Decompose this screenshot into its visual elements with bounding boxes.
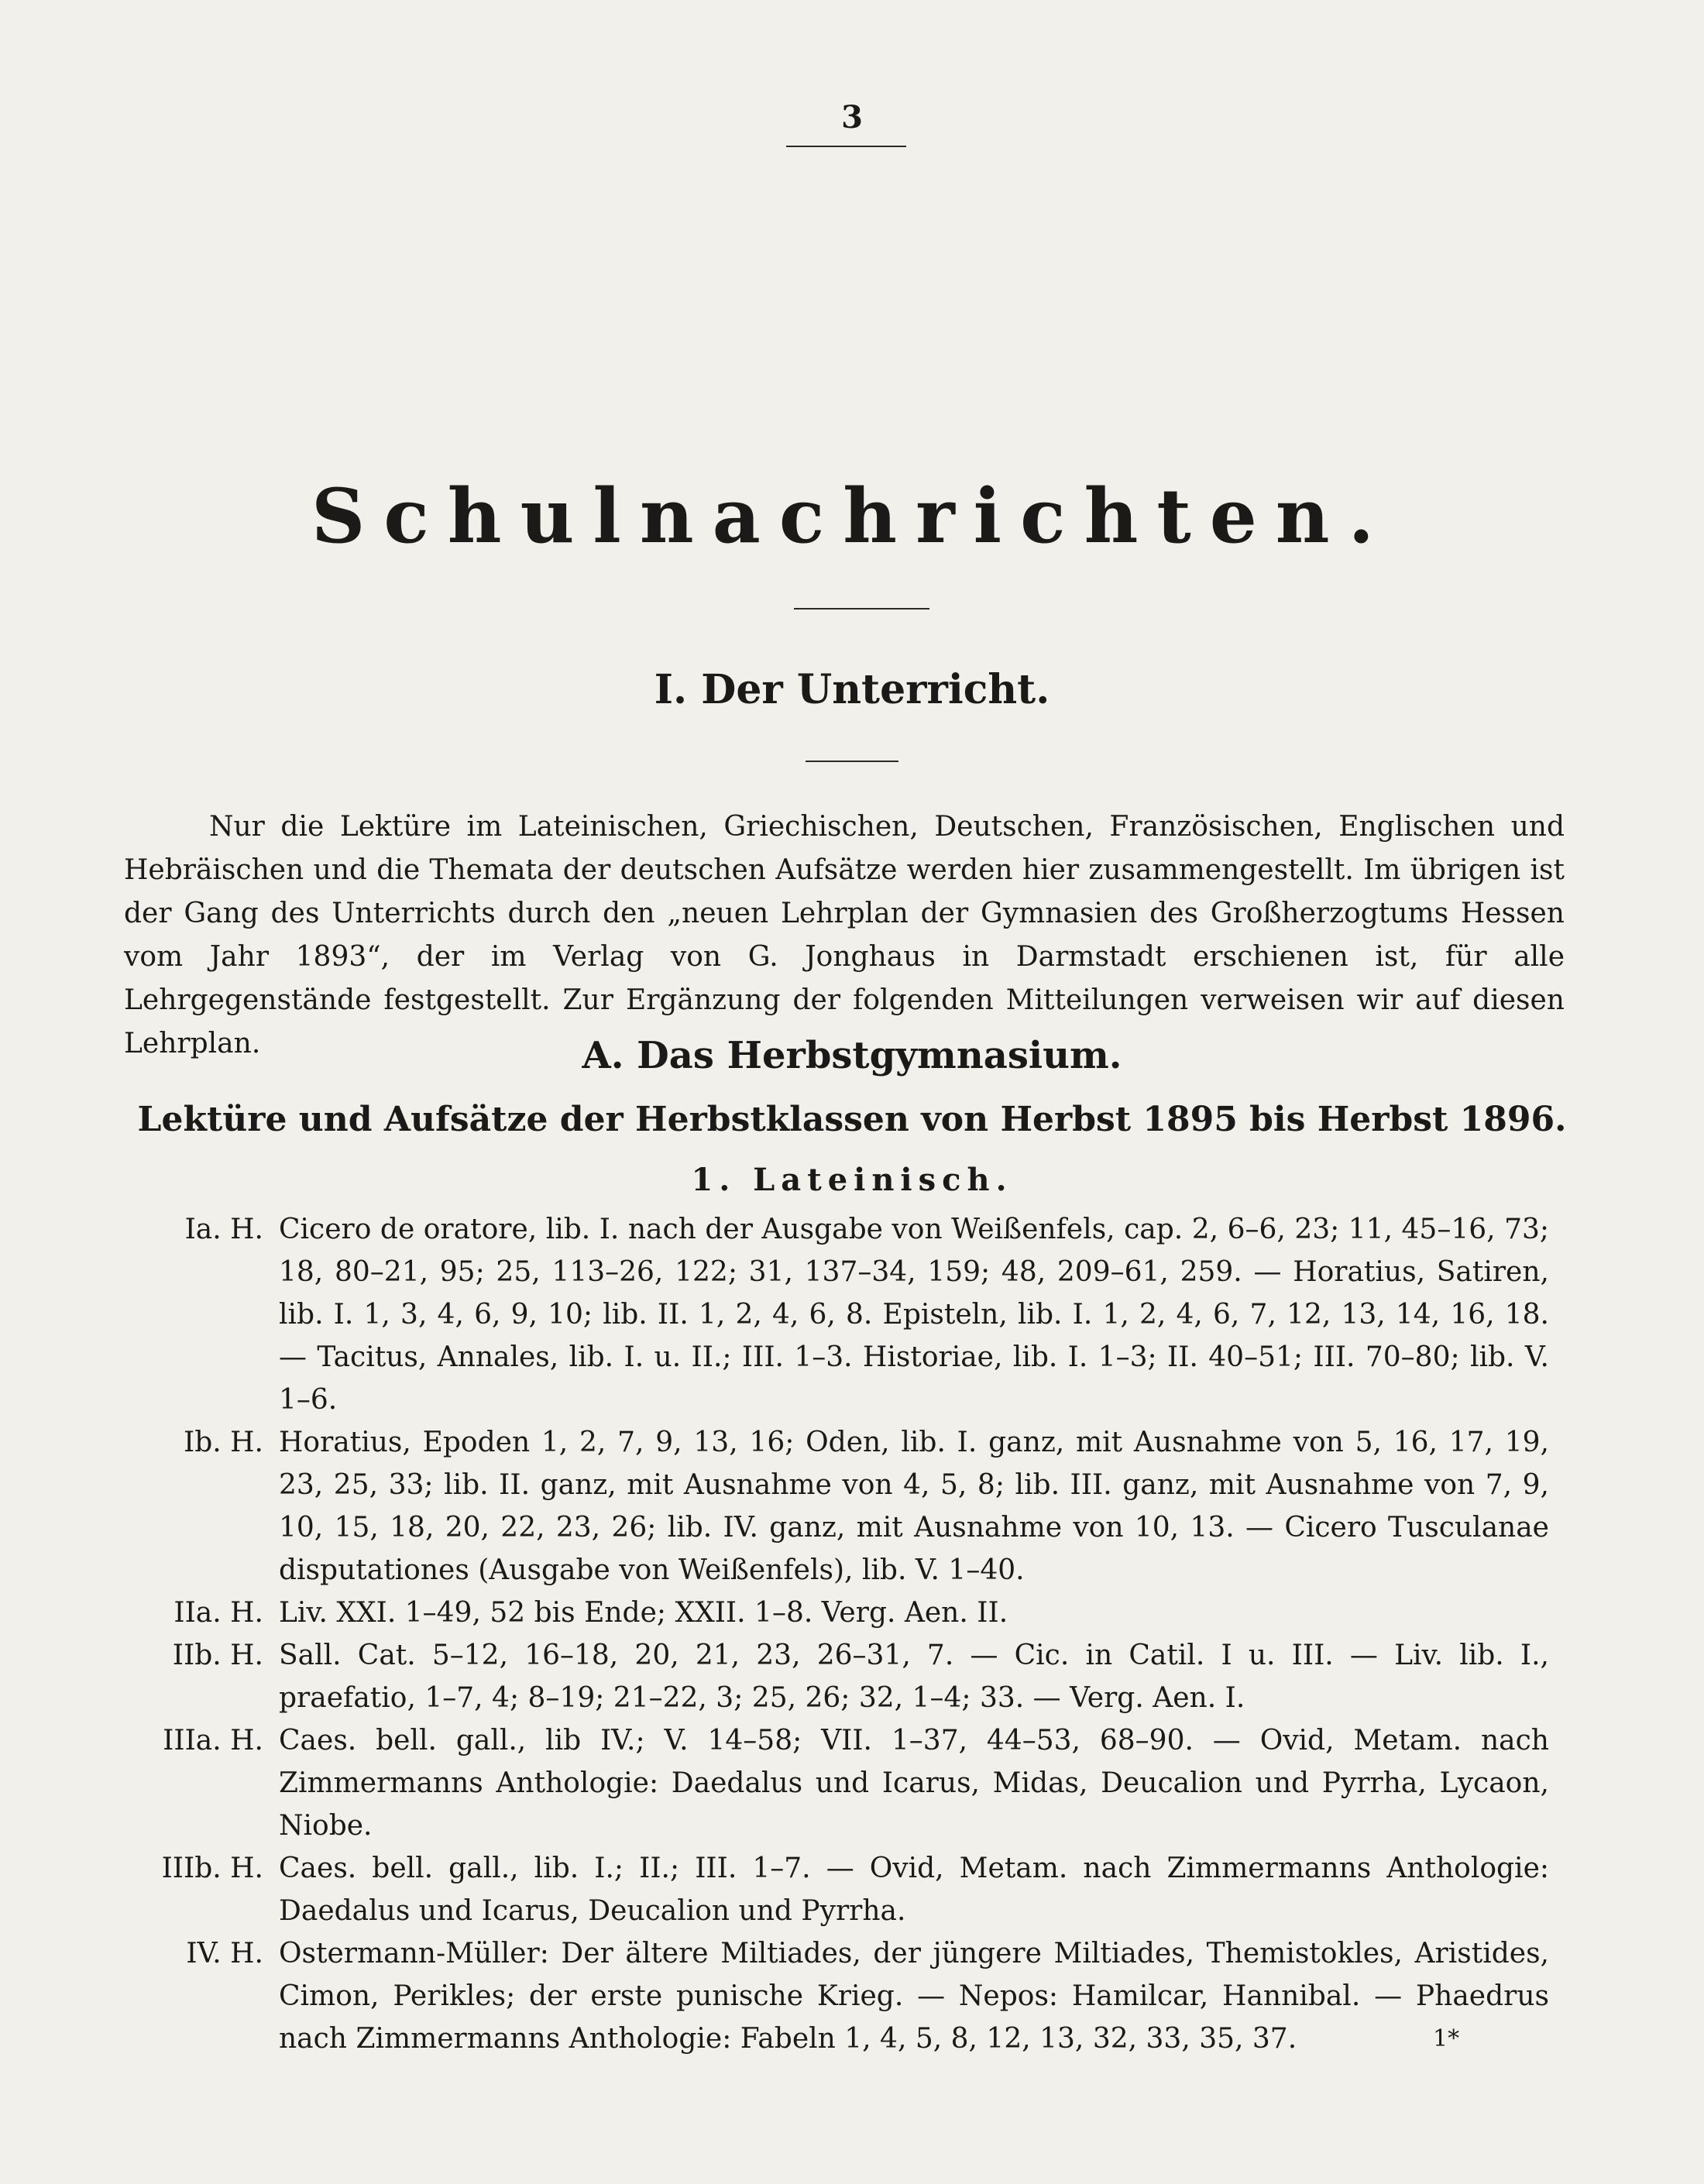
list-item: [108, 1719, 1549, 1847]
page-title: Schulnachrichten.: [311, 472, 1393, 560]
class-reading: Caes. bell. gall., lib IV.; V. 14–58; VII. 1–37, 44–53, 68–90. — Ovid, Metam. nach Zimmermanns Anthologie: Daedalus und Icarus, Midas, Deucalion und Pyrrha, Lycaon, Niobe.: [279, 1725, 1549, 1842]
list-item: [108, 1847, 1549, 1932]
class-label: Ia. H.: [184, 1214, 263, 1245]
list-item: [108, 1592, 1549, 1634]
class-reading: Sall. Cat. 5–12, 16–18, 20, 21, 23, 26–31, 7. — Cic. in Catil. I u. III. — Liv. lib. I., praefatio, 1–7, 4; 8–19; 21–22, 3; 25, 26; 32, 1–4; 33. — Verg. Aen. I.: [279, 1640, 1549, 1714]
list-item: [108, 1932, 1549, 2060]
list-item: [108, 1421, 1549, 1592]
class-reading: Liv. XXI. 1–49, 52 bis Ende; XXII. 1–8. Verg. Aen. II.: [279, 1597, 1008, 1629]
reading-list: [108, 1208, 1549, 2060]
title-rule: [794, 608, 929, 610]
class-reading: Ostermann-Müller: Der ältere Miltiades, der jüngere Miltiades, Themistokles, Aristides, Cimon, Perikles; der erste punische Krieg. — Nepos: Hamilcar, Hannibal. — Phaedrus nach Zimmermanns Anthologie: Fabeln 1, 4, 5, 8, 12, 13, 32, 33, 35, 37.: [279, 1938, 1549, 2055]
class-label: IIIb. H.: [161, 1853, 263, 1884]
class-reading: Caes. bell. gall., lib. I.; II.; III. 1–7. — Ovid, Metam. nach Zimmermanns Anthologie: Daedalus und Icarus, Deucalion und Pyrrha.: [279, 1853, 1549, 1927]
subsection-heading-b: Lektüre und Aufsätze der Herbstklassen von Herbst 1895 bis Herbst 1896.: [137, 1100, 1567, 1139]
subsection-heading-latin: 1. Lateinisch.: [691, 1162, 1013, 1198]
list-item: [108, 1634, 1549, 1719]
intro-paragraph: [124, 805, 1565, 1066]
subsection-heading-a: A. Das Herbstgymnasium.: [582, 1034, 1122, 1077]
class-label: IIIa. H.: [163, 1725, 263, 1756]
page-number: 3: [841, 99, 863, 136]
intro-text: Nur die Lektüre im Lateinischen, Griechischen, Deutschen, Französischen, Englischen und Hebräischen und die Themata der deutschen Aufsätze werden hier zusammengestellt. Im übrigen ist der Gang des Unterrichts durch den „neuen Lehrplan der Gymnasien des Großherzogtums Hessen vom Jahr 1893“, der im Verlag von G. Jonghaus in Darmstadt erschienen ist, für alle Lehrgegenstände festgestellt. Zur Ergänzung der folgenden Mitteilungen verweisen wir auf diesen Lehrplan.: [124, 811, 1565, 1059]
list-item: [108, 1208, 1549, 1421]
signature-mark: 1*: [1433, 2025, 1460, 2052]
class-label: IIa. H.: [173, 1597, 263, 1629]
class-reading: Horatius, Epoden 1, 2, 7, 9, 13, 16; Oden, lib. I. ganz, mit Ausnahme von 5, 16, 17, 19, 23, 25, 33; lib. II. ganz, mit Ausnahme von 4, 5, 8; lib. III. ganz, mit Ausnahme von 7, 9, 10, 15, 18, 20, 22, 23, 26; lib. IV. ganz, mit Ausnahme von 10, 13. — Cicero Tusculanae disputationes (Ausgabe von Weißenfels), lib. V. 1–40.: [279, 1427, 1549, 1586]
class-reading: Cicero de oratore, lib. I. nach der Ausgabe von Weißenfels, cap. 2, 6–6, 23; 11, 45–16, 73; 18, 80–21, 95; 25, 113–26, 122; 31, 137–34, 159; 48, 209–61, 259. — Horatius, Satiren, lib. I. 1, 3, 4, 6, 9, 10; lib. II. 1, 2, 4, 6, 8. Episteln, lib. I. 1, 2, 4, 6, 7, 12, 13, 14, 16, 18. — Tacitus, Annales, lib. I. u. II.; III. 1–3. Historiae, lib. I. 1–3; II. 40–51; III. 70–80; lib. V. 1–6.: [279, 1214, 1549, 1416]
page-number-rule: [786, 146, 906, 147]
section-rule: [806, 761, 898, 762]
class-label: IV. H.: [186, 1938, 263, 1969]
class-label: Ib. H.: [184, 1427, 263, 1458]
class-label: IIb. H.: [172, 1640, 263, 1671]
section-heading: I. Der Unterricht.: [654, 666, 1050, 713]
